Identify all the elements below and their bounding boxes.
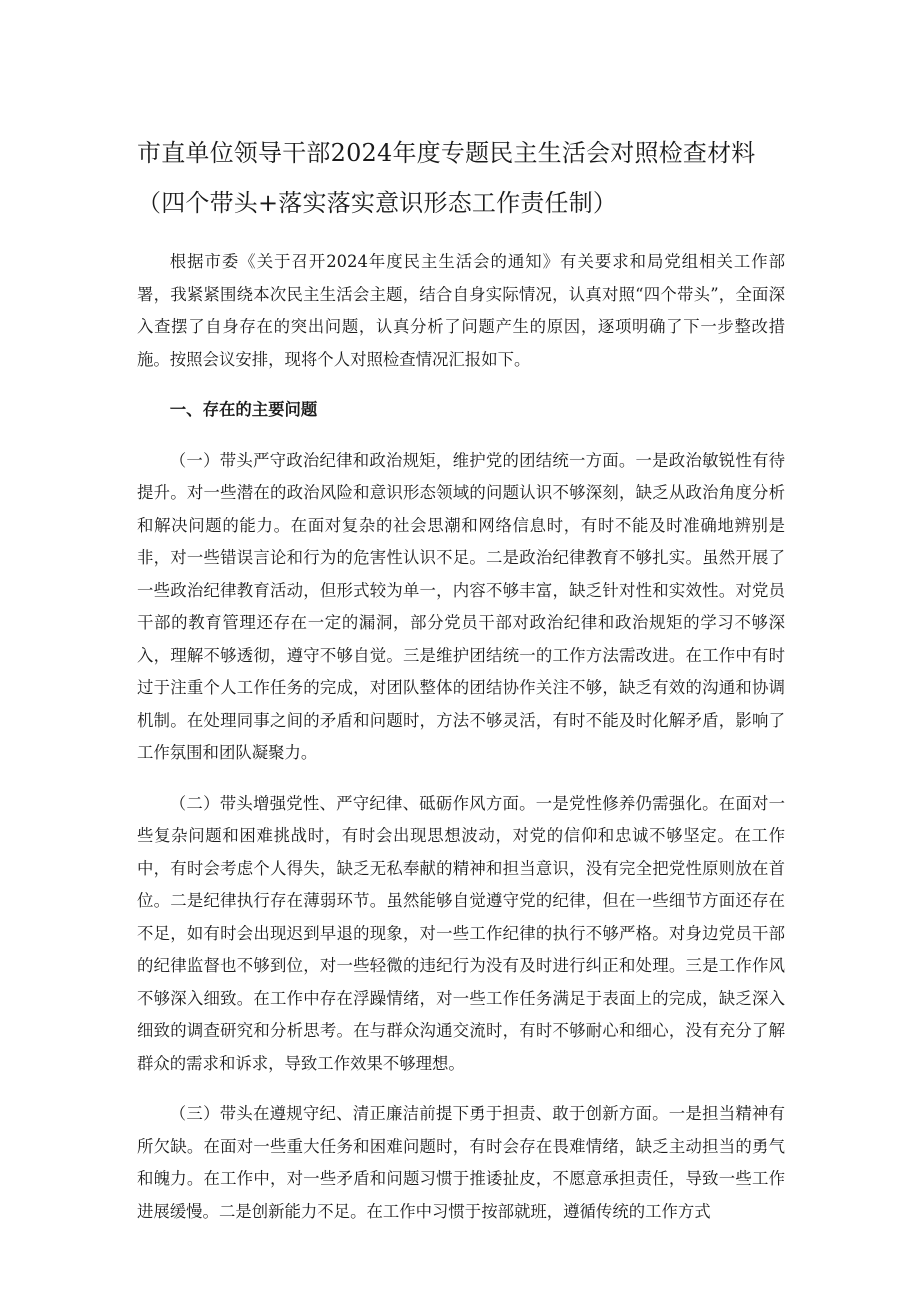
section-heading: 一、存在的主要问题 (169, 400, 318, 419)
section-paragraph-3: （三）带头在遵规守纪、清正廉洁前提下勇于担责、敢于创新方面。一是担当精神有所欠缺。在面对一些重大任务和困难问题时，有时会存在畏难情绪，缺乏主动担当的勇气和魄力。在工作中，对一些矛盾和问题习惯于推诿扯皮，不愿意承担责任，导致一些工作进展缓慢。二是创新能力不足。在工作中习惯于按部就班，遵循传统的工作方式 (137, 1104, 785, 1221)
document-page (137, 128, 785, 1246)
intro-paragraph: 根据市委《关于召开2024年度民主生活会的通知》有关要求和局党组相关工作部署，我紧紧围绕本次民主生活会主题，结合自身实际情况，认真对照“四个带头”，全面深入查摆了自身存在的突出问题，认真分析了问题产生的原因，逐项明确了下一步整改措施。按照会议安排，现将个人对照检查情况汇报如下。 (137, 252, 785, 369)
document-title: 市直单位领导干部2024年度专题民主生活会对照检查材料（四个带头+落实落实意识形态工作责任制） (137, 139, 756, 217)
section-paragraph-1: （一）带头严守政治纪律和政治规矩，维护党的团结统一方面。一是政治敏锐性有待提升。对一些潜在的政治风险和意识形态领域的问题认识不够深刻，缺乏从政治角度分析和解决问题的能力。在面对复杂的社会思潮和网络信息时，有时不能及时准确地辨别是非，对一些错误言论和行为的危害性认识不足。二是政治纪律教育不够扎实。虽然开展了一些政治纪律教育活动，但形式较为单一，内容不够丰富，缺乏针对性和实效性。对党员干部的教育管理还存在一定的漏洞，部分党员干部对政治纪律和政治规矩的学习不够深入，理解不够透彻，遵守不够自觉。三是维护团结统一的工作方法需改进。在工作中有时过于注重个人工作任务的完成，对团队整体的团结协作关注不够，缺乏有效的沟通和协调机制。在处理同事之间的矛盾和问题时，方法不够灵活，有时不能及时化解矛盾，影响了工作氛围和团队凝聚力。 (137, 450, 785, 762)
section-paragraph-2: （二）带头增强党性、严守纪律、砥砺作风方面。一是党性修养仍需强化。在面对一些复杂问题和困难挑战时，有时会出现思想波动，对党的信仰和忠诚不够坚定。在工作中，有时会考虑个人得失，缺乏无私奉献的精神和担当意识，没有完全把党性原则放在首位。二是纪律执行存在薄弱环节。虽然能够自觉遵守党的纪律，但在一些细节方面还存在不足，如有时会出现迟到早退的现象，对一些工作纪律的执行不够严格。对身边党员干部的纪律监督也不够到位，对一些轻微的违纪行为没有及时进行纠正和处理。三是工作作风不够深入细致。在工作中存在浮躁情绪，对一些工作任务满足于表面上的完成，缺乏深入细致的调查研究和分析思考。在与群众沟通交流时，有时不够耐心和细心，没有充分了解群众的需求和诉求，导致工作效果不够理想。 (137, 793, 785, 1073)
